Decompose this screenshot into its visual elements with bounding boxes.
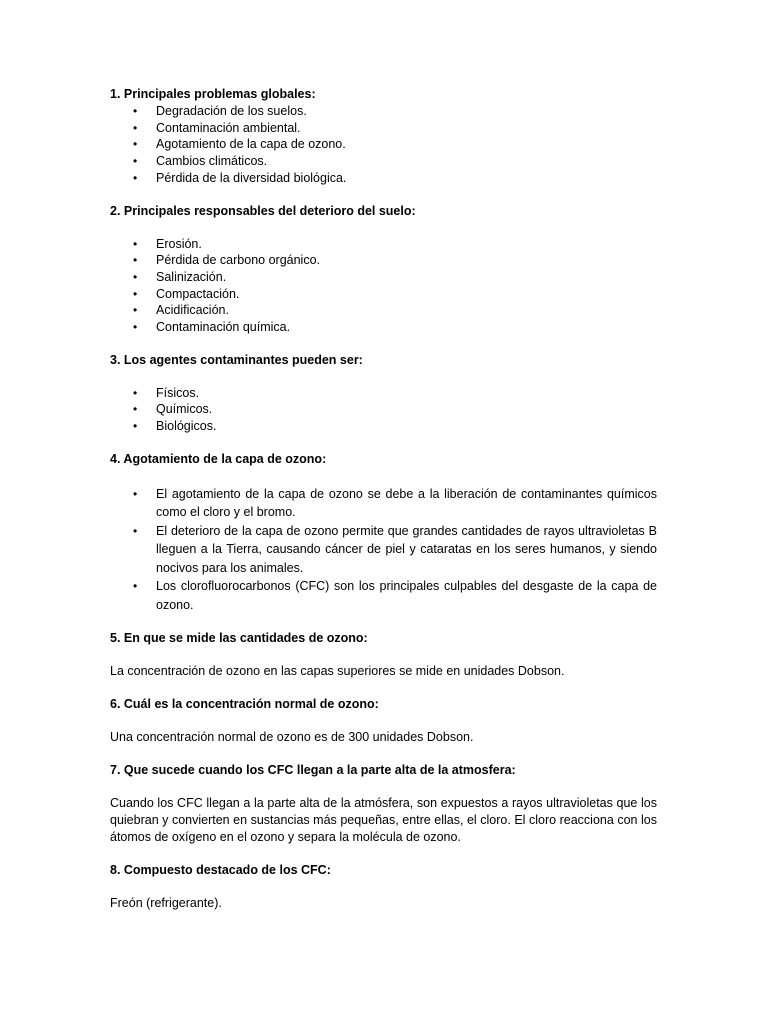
list-item bbox=[110, 236, 657, 253]
section-heading: 1. Principales problemas globales: bbox=[110, 87, 316, 101]
section-paragraph: Cuando los CFC llegan a la parte alta de la atmósfera, son expuestos a rayos ultravioletas que los quiebran y convierten en sustancias más pequeñas, entre ellas, el cloro. El cloro reacciona con los átomos de oxígeno en el ozono y separa la molécula de ozono. bbox=[110, 796, 657, 845]
list-item bbox=[110, 577, 657, 614]
bullet-icon: • bbox=[133, 402, 138, 417]
list-item-text: Salinización. bbox=[156, 269, 227, 284]
bullet-list bbox=[110, 485, 657, 615]
section-heading: 5. En que se mide las cantidades de ozono: bbox=[110, 631, 368, 646]
bullet-icon: • bbox=[133, 320, 138, 335]
list-item-text: Químicos. bbox=[156, 402, 213, 417]
list-item-text: Pérdida de carbono orgánico. bbox=[156, 253, 321, 268]
list-item-text: Pérdida de la diversidad biológica. bbox=[156, 170, 347, 185]
bullet-icon: • bbox=[133, 523, 138, 538]
list-item bbox=[110, 136, 657, 153]
bullet-icon: • bbox=[133, 154, 138, 169]
section-paragraph: Una concentración normal de ozono es de 300 unidades Dobson. bbox=[110, 730, 474, 745]
list-item bbox=[110, 319, 657, 336]
bullet-icon: • bbox=[133, 137, 138, 152]
list-item-text: Acidificación. bbox=[156, 303, 229, 318]
bullet-icon: • bbox=[133, 104, 138, 118]
list-item bbox=[110, 269, 657, 286]
section-paragraph: Freón (refrigerante). bbox=[110, 896, 222, 911]
list-item bbox=[110, 286, 657, 303]
section-heading: 6. Cuál es la concentración normal de ozono: bbox=[110, 697, 379, 712]
bullet-icon: • bbox=[133, 579, 138, 594]
bullet-icon: • bbox=[133, 286, 138, 301]
document-page bbox=[110, 86, 657, 912]
list-item-text: Los clorofluorocarbonos (CFC) son los principales culpables del desgaste de la capa de ozono. bbox=[156, 579, 657, 612]
section-heading: 2. Principales responsables del deterioro del suelo: bbox=[110, 203, 416, 218]
section-heading: 7. Que sucede cuando los CFC llegan a la parte alta de la atmosfera: bbox=[110, 763, 516, 778]
list-item-text: El agotamiento de la capa de ozono se debe a la liberación de contaminantes químicos como el cloro y el bromo. bbox=[156, 486, 657, 520]
section-heading: 4. Agotamiento de la capa de ozono: bbox=[110, 451, 327, 466]
bullet-list bbox=[110, 103, 657, 187]
section-heading: 8. Compuesto destacado de los CFC: bbox=[110, 863, 331, 878]
list-item bbox=[110, 485, 657, 522]
bullet-icon: • bbox=[133, 303, 138, 318]
list-item bbox=[110, 170, 657, 187]
list-item-text: Cambios climáticos. bbox=[156, 154, 268, 169]
list-item-text: Compactación. bbox=[156, 286, 240, 301]
bullet-icon: • bbox=[133, 269, 138, 284]
section-paragraph: La concentración de ozono en las capas superiores se mide en unidades Dobson. bbox=[110, 664, 565, 679]
list-item-text: Biológicos. bbox=[156, 419, 217, 434]
list-item bbox=[110, 120, 657, 137]
list-item-text: Erosión. bbox=[156, 236, 202, 251]
bullet-icon: • bbox=[133, 253, 138, 268]
list-item-text: Contaminación química. bbox=[156, 320, 291, 335]
list-item-text: Agotamiento de la capa de ozono. bbox=[156, 137, 346, 152]
bullet-icon: • bbox=[133, 486, 138, 501]
bullet-icon: • bbox=[133, 419, 138, 434]
section-heading: 3. Los agentes contaminantes pueden ser: bbox=[110, 352, 363, 367]
list-item bbox=[110, 522, 657, 578]
list-item-text: Contaminación ambiental. bbox=[156, 120, 301, 135]
list-item bbox=[110, 401, 657, 418]
bullet-icon: • bbox=[133, 170, 138, 185]
list-item bbox=[110, 385, 657, 402]
bullet-list bbox=[110, 236, 657, 336]
list-item-text: El deterioro de la capa de ozono permite que grandes cantidades de rayos ultravioletas B lleguen a la Tierra, causando cáncer de piel y cataratas en los seres humanos, y siendo nocivos para los animales. bbox=[156, 523, 657, 575]
list-item bbox=[110, 302, 657, 319]
list-item bbox=[110, 103, 657, 120]
list-item bbox=[110, 153, 657, 170]
bullet-list bbox=[110, 385, 657, 435]
bullet-icon: • bbox=[133, 120, 138, 135]
list-item-text: Degradación de los suelos. bbox=[156, 104, 307, 118]
list-item-text: Físicos. bbox=[156, 385, 200, 400]
list-item bbox=[110, 418, 657, 435]
bullet-icon: • bbox=[133, 236, 138, 251]
list-item bbox=[110, 252, 657, 269]
bullet-icon: • bbox=[133, 385, 138, 400]
